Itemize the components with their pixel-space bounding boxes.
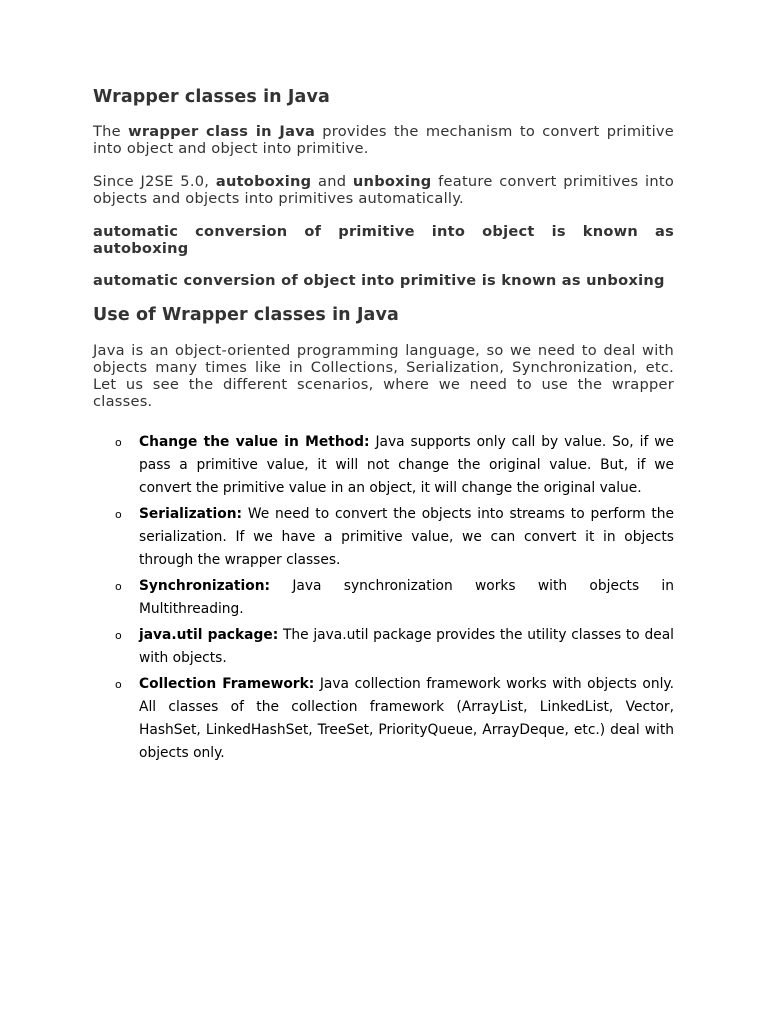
autoboxing-intro-paragraph — [93, 173, 674, 207]
unboxing-term: unboxing — [352, 173, 432, 190]
list-item-text: Java synchronization works with objects in Multithreading. — [139, 578, 674, 617]
uses-list — [93, 431, 674, 765]
since-text-3: feature convert primitives into objects and objects into primitives automatically. — [93, 173, 674, 207]
since-text-2: and — [311, 173, 353, 190]
list-item — [93, 431, 674, 500]
list-item-term: Collection Framework: — [139, 676, 315, 692]
autoboxing-term: autoboxing — [215, 173, 312, 190]
autoboxing-definition: automatic conversion of primitive into object is known as autoboxing — [93, 223, 674, 257]
list-item-term: java.util package: — [139, 627, 279, 643]
list-item-term: Serialization: — [139, 506, 243, 522]
list-item-text: We need to convert the objects into streams to perform the serialization. If we have a primitive value, we can convert it in objects through the wrapper classes. — [139, 506, 674, 568]
list-item-term: Synchronization: — [139, 578, 271, 594]
bullet-icon: o — [115, 580, 122, 593]
list-item — [93, 673, 674, 765]
bullet-icon: o — [115, 436, 122, 449]
list-item-term: Change the value in Method: — [139, 434, 370, 450]
list-item — [93, 503, 674, 572]
since-text-1: Since J2SE 5.0, — [93, 173, 216, 190]
intro-bold-term: wrapper class in Java — [128, 123, 316, 140]
uses-intro-paragraph: Java is an object-oriented programming language, so we need to deal with objects many times like in Collections, Serialization, Synchronization, etc. Let us see the different scenarios, where we need to use the wrapper classes. — [93, 342, 674, 410]
page-title: Wrapper classes in Java — [93, 87, 330, 107]
document-page — [93, 86, 674, 768]
list-item-text: Java collection framework works with objects only. All classes of the collection framework (ArrayList, LinkedList, Vector, HashSet, LinkedHashSet, TreeSet, PriorityQueue, ArrayDeque, etc.) deal with objects only. — [139, 676, 674, 761]
section-title-uses: Use of Wrapper classes in Java — [93, 305, 399, 325]
unboxing-definition: automatic conversion of object into primitive is known as unboxing — [93, 272, 665, 289]
intro-text-2: provides the mechanism to convert primitive into object and object into primitive. — [93, 123, 674, 157]
intro-text-1: The — [93, 123, 129, 140]
bullet-icon: o — [115, 508, 122, 521]
bullet-icon: o — [115, 678, 122, 691]
bullet-icon: o — [115, 629, 122, 642]
list-item-text: Java supports only call by value. So, if we pass a primitive value, it will not change the original value. But, if we convert the primitive value in an object, it will change the original value. — [139, 434, 674, 496]
list-item — [93, 575, 674, 621]
intro-paragraph — [93, 123, 674, 157]
list-item — [93, 624, 674, 670]
list-item-text: The java.util package provides the utility classes to deal with objects. — [139, 627, 674, 666]
